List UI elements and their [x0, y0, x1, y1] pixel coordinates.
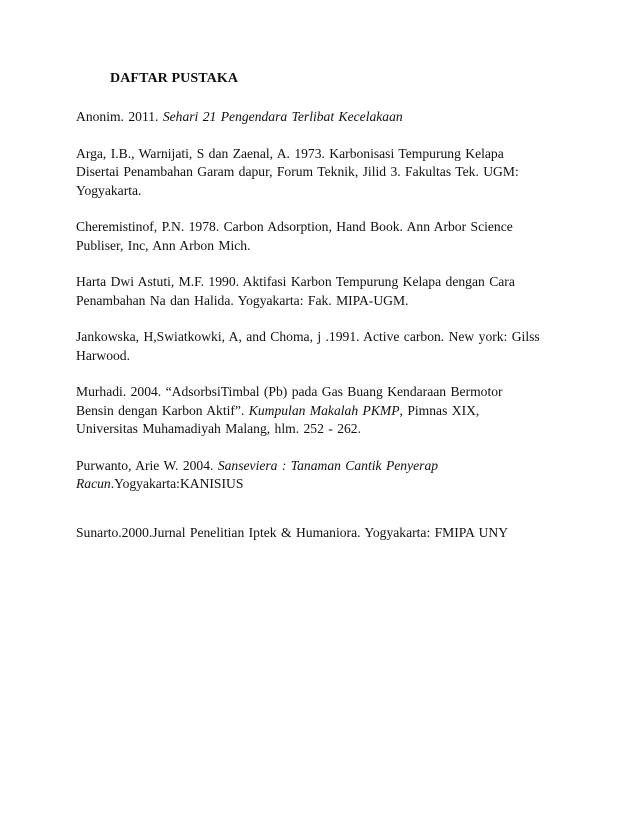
reference-entry — [76, 524, 576, 543]
text-segment: Harwood. — [76, 347, 130, 363]
text-segment: Purwanto, Arie W. 2004. — [76, 457, 218, 473]
reference-line — [76, 402, 576, 421]
reference-entry — [76, 328, 576, 365]
reference-entry — [76, 273, 576, 310]
reference-line — [76, 475, 576, 494]
italic-text: Kumpulan Makalah PKMP — [248, 402, 400, 418]
text-segment: Publiser, Inc, Ann Arbon Mich. — [76, 237, 251, 253]
reference-entry — [76, 383, 576, 439]
text-segment: Harta Dwi Astuti, M.F. 1990. Aktifasi Karbon Tempurung Kelapa dengan Cara — [76, 274, 515, 289]
text-segment: .Yogyakarta:KANISIUS — [110, 476, 244, 491]
reference-line — [76, 328, 576, 347]
reference-line — [76, 347, 576, 366]
reference-entry — [76, 457, 576, 494]
page-title: DAFTAR PUSTAKA — [110, 71, 239, 86]
text-segment: Jankowska, H,Swiatkowki, A, and Choma, j .1991. Active carbon. New york: Gilss — [76, 329, 540, 344]
reference-line — [76, 457, 576, 476]
italic-text: Sanseviera : Tanaman Cantik Penyerap — [217, 457, 439, 473]
text-segment: Yogyakarta. — [76, 182, 142, 198]
text-segment: , Pimnas XIX, — [399, 402, 480, 418]
text-segment: Arga, I.B., Warnijati, S dan Zaenal, A. 1973. Karbonisasi Tempurung Kelapa — [76, 145, 504, 161]
text-segment: Disertai Penambahan Garam dapur, Forum Teknik, Jilid 3. Fakultas Tek. UGM: — [76, 164, 519, 179]
reference-line — [76, 163, 576, 182]
reference-line — [76, 420, 576, 439]
text-segment: Murhadi. 2004. “AdsorbsiTimbal (Pb) pada Gas Buang Kendaraan Bermotor — [76, 384, 503, 399]
text-segment: Penambahan Na dan Halida. Yogyakarta: Fak. MIPA-UGM. — [76, 292, 409, 308]
reference-line — [76, 145, 576, 164]
reference-line — [76, 218, 576, 237]
reference-entry — [76, 145, 576, 201]
italic-text: Sehari 21 Pengendara Terlibat Kecelakaan — [162, 109, 403, 124]
text-segment: Anonim. 2011. — [76, 109, 163, 124]
reference-line — [76, 237, 576, 256]
reference-line — [76, 292, 576, 311]
reference-line — [76, 273, 576, 292]
italic-text: Racun — [76, 476, 111, 491]
reference-line — [76, 524, 576, 543]
reference-entry — [76, 218, 576, 255]
reference-line — [76, 182, 576, 201]
reference-entry — [76, 108, 576, 127]
reference-list — [76, 108, 576, 560]
reference-line — [76, 108, 576, 127]
text-segment: Sunarto.2000.Jurnal Penelitian Iptek & Humaniora. Yogyakarta: FMIPA UNY — [76, 524, 509, 540]
text-segment: Universitas Muhamadiyah Malang, hlm. 252 - 262. — [76, 421, 362, 436]
text-segment: Cheremistinof, P.N. 1978. Carbon Adsorption, Hand Book. Ann Arbor Science — [76, 219, 513, 234]
reference-line — [76, 383, 576, 402]
text-segment: Bensin dengan Karbon Aktif”. — [76, 402, 249, 418]
